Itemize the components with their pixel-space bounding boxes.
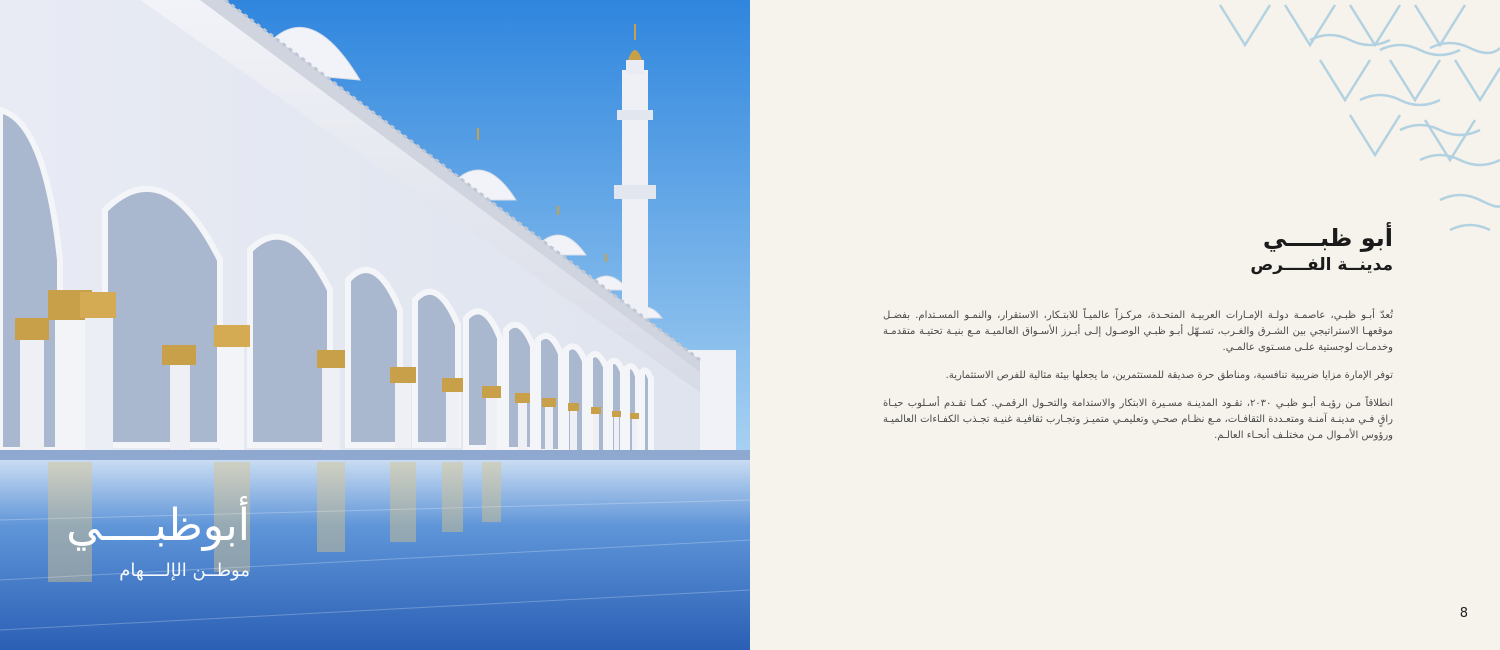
decorative-wave-pattern-icon — [1200, 0, 1500, 250]
text-page — [750, 0, 1500, 650]
section-heading — [1093, 224, 1393, 276]
photo-title-block — [66, 500, 250, 584]
photo-title: أبوظبــــي — [66, 500, 250, 551]
body-text — [883, 308, 1393, 456]
paragraph-3: انطلاقاً مـن رؤيـة أبـو ظبـي ٢٠٣٠، تقـود المدينـة مسـيرة الابتكار والاستدامة والتحـول الرقمـي. كمـا تقـدم أسـلوب حيـاة راقٍ فـي مدينـة آمنـة ومتعـددة الثقافـات، مـع نظـام صحـي وتعليمـي متميـز وتجـارب ثقافيـة غنيـة تجـذب الكفـاءات العالميـة ورؤوس الأمـوال مـن مختلـف أنحـاء العالـم. — [883, 398, 1394, 441]
heading-title: أبو ظبــــي — [1262, 224, 1393, 252]
paragraph-2: توفر الإمارة مزايا ضريبية تنافسية، ومناطق حرة صديقة للمستثمرين، ما يجعلها بيئة مثالية للفرص الاستثمارية. — [945, 370, 1393, 381]
heading-subtitle: مدينــة الفــــرص — [1250, 255, 1393, 275]
paragraph-1: تُعدّ أبـو ظبـي، عاصمـة دولـة الإمـارات العربيـة المتحـدة، مركـزاً عالميـاً للابتـكار، الاستقرار، والنمـو المسـتدام. بفضـل موقعهـا الاستراتيجي بين الشـرق والغـرب، تسـهّل أبـو ظبـي الوصـول إلـى أبـرز الأسـواق العالميـة مـع بنيـة تحتيـة متقدمـة وخدمـات لوجستية علـى مسـتوى عالمـي. — [883, 310, 1393, 353]
page-number: 8 — [1459, 606, 1468, 621]
photo-subtitle: موطــن الإلــــهام — [119, 560, 250, 581]
